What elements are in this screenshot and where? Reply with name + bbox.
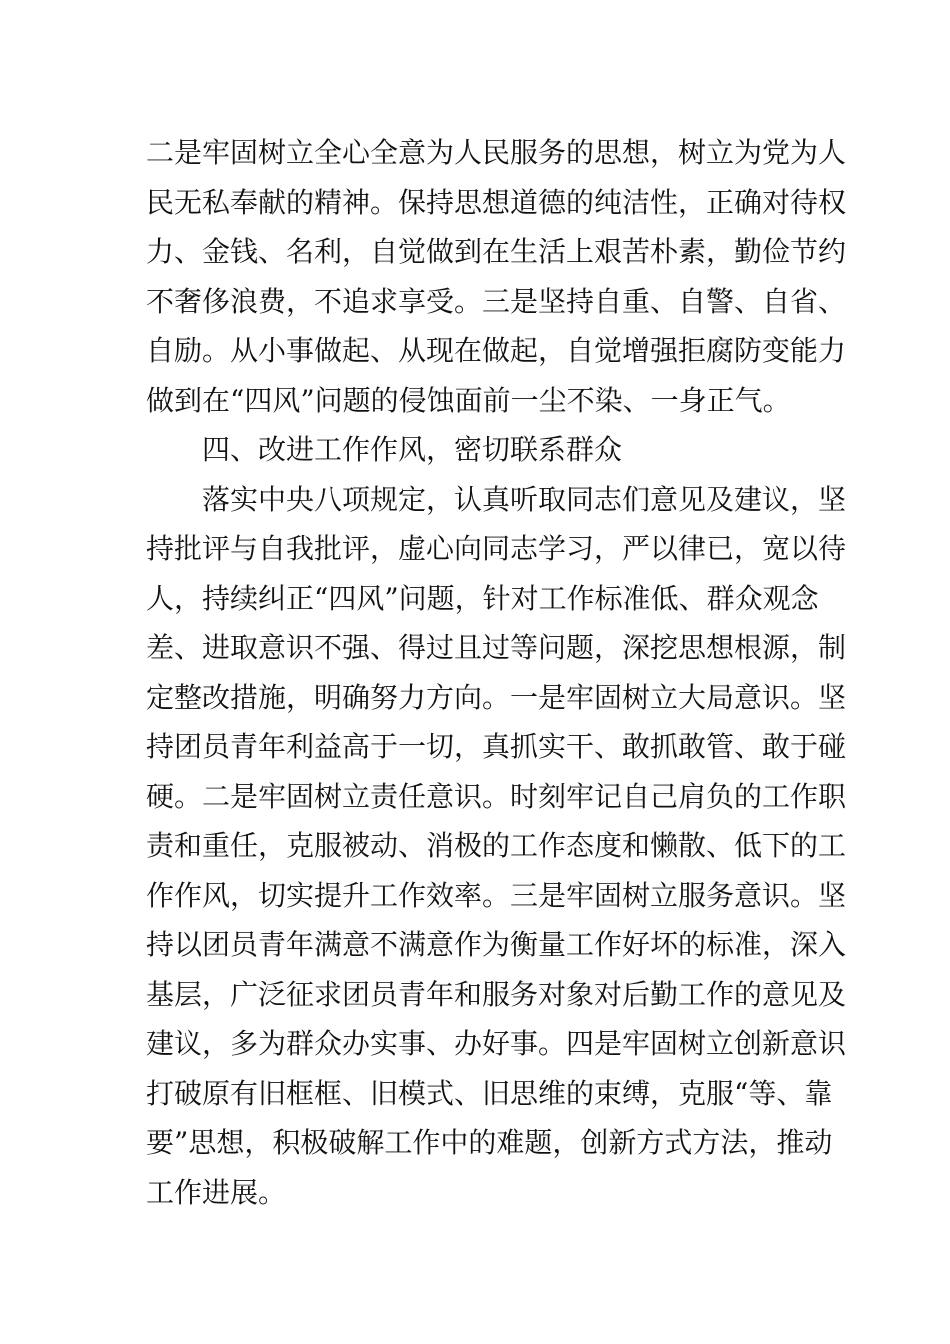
body-text	[146, 128, 847, 1217]
text-line: 硬。二是牢固树立责任意识。时刻牢记自己肩负的工作职	[146, 779, 847, 813]
text-line: 工作进展。	[146, 1175, 287, 1209]
text-line: 民无私奉献的精神。保持思想道德的纯洁性，正确对待权	[146, 185, 847, 219]
text-line: 自励。从小事做起、从现在做起，自觉增强拒腐防变能力	[146, 334, 847, 367]
text-line: 做到在“四风”问题的侵蚀面前一尘不染、一身正气。	[146, 383, 791, 417]
text-line: 打破原有旧框框、旧模式、旧思维的束缚，克服“等、靠	[146, 1076, 833, 1110]
text-line: 责和重任，克服被动、消极的工作态度和懒散、低下的工	[146, 829, 847, 862]
text-line: 持批评与自我批评，虚心向同志学习，严以律已，宽以待	[146, 532, 847, 565]
text-line: 落实中央八项规定，认真听取同志们意见及建议，坚	[202, 482, 847, 516]
text-line: 要”思想，积极破解工作中的难题，创新方式方法，推动	[146, 1126, 833, 1159]
section-heading: 四、改进工作作风，密切联系群众	[202, 433, 623, 466]
text-line: 差、进取意识不强、得过且过等问题，深挖思想根源，制	[146, 631, 847, 664]
text-line: 不奢侈浪费，不追求享受。三是坚持自重、自警、自省、	[146, 284, 847, 318]
text-line: 持以团员青年满意不满意作为衡量工作好坏的标准，深入	[146, 928, 847, 961]
text-line: 建议，多为群众办实事、办好事。四是牢固树立创新意识	[146, 1027, 847, 1060]
text-line: 作作风，切实提升工作效率。三是牢固树立服务意识。坚	[146, 878, 847, 912]
text-line: 力、金钱、名利，自觉做到在生活上艰苦朴素，勤俭节约	[146, 235, 847, 268]
text-line: 定整改措施，明确努力方向。一是牢固树立大局意识。坚	[146, 680, 847, 714]
text-line: 二是牢固树立全心全意为人民服务的思想，树立为党为人	[146, 136, 847, 169]
text-line: 持团员青年利益高于一切，真抓实干、敢抓敢管、敢于碰	[146, 730, 847, 763]
text-line: 基层，广泛征求团员青年和服务对象对后勤工作的意见及	[146, 977, 847, 1011]
text-line: 人，持续纠正“四风”问题，针对工作标准低、群众观念	[146, 581, 819, 615]
